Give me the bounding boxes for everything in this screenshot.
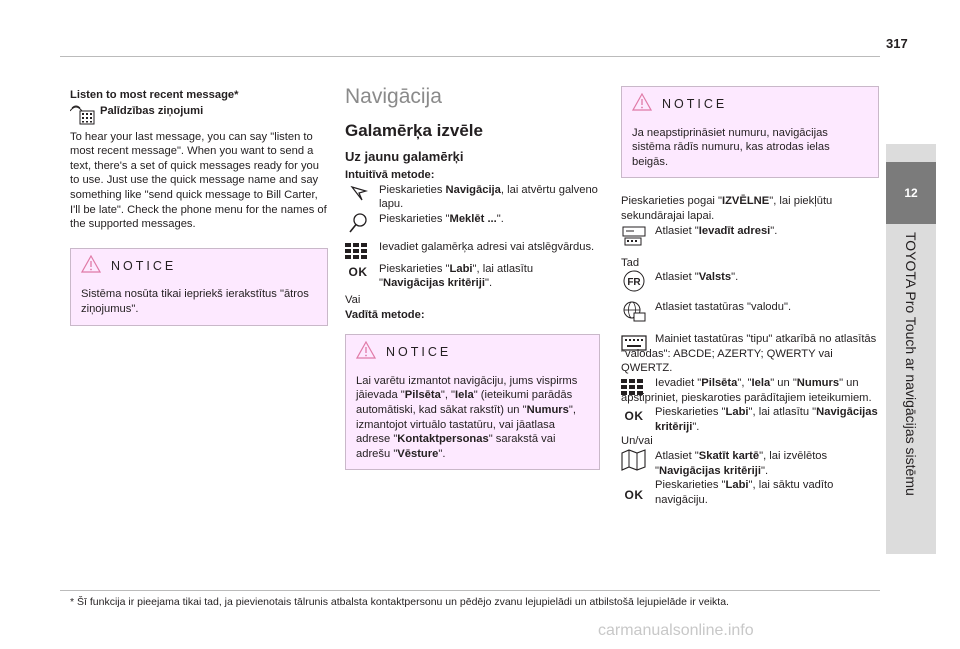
notice-title: NOTICE (386, 345, 452, 360)
notice-box (345, 334, 600, 470)
notice-box (621, 86, 879, 178)
ok-icon: OK (624, 408, 644, 423)
step-select-country: Atlasiet "Valsts". (655, 271, 739, 284)
ok-icon: OK (624, 487, 644, 502)
notice-title: NOTICE (111, 258, 177, 273)
step-confirm-criteria: Pieskarieties "Labi", lai atlasītu "Navigācijas kritēriji". (655, 406, 878, 433)
column-middle (345, 84, 600, 470)
chapter-title: TOYOTA Pro Touch ar navigācijas sistēmu (903, 232, 919, 496)
warning-icon (81, 255, 101, 278)
or-text: Vai (345, 293, 361, 306)
and-or-text: Un/vai (621, 435, 653, 448)
keyboard-grid-icon (345, 240, 371, 262)
watermark: carmanualsonline.info (598, 622, 754, 639)
country-fr-icon (621, 270, 647, 292)
heading-help-messages: Palīdzības ziņojumi (100, 104, 204, 117)
navigation-arrow-icon (345, 183, 371, 205)
address-entry-icon (621, 224, 647, 246)
step-keyboard-language: Atlasiet tastatūras "valodu". (655, 301, 792, 314)
page-number: 317 (886, 36, 908, 51)
listen-message-body: To hear your last message, you can say "listen to most recent message". When you want to send a text, there's a set of quick messages ready for you to use. Just use the quick message name and say something like "send quick message to Bill Carter, I'll be late". Check the phone menu for the names of the supported messages. (70, 130, 327, 231)
section-title-navigation: Navigācija (345, 85, 442, 108)
voice-keypad-icon (70, 104, 96, 126)
step-search: Pieskarieties "Meklēt ...". (379, 212, 504, 225)
step-enter-city-street-text: Ievadiet "Pilsēta", "Iela" un "Numurs" un apstipriniet, pieskaroties parādītajiem ieteikumiem. (621, 376, 872, 404)
column-left (70, 88, 328, 326)
svg-text:FR: FR (627, 277, 641, 289)
notice-title: NOTICE (662, 97, 728, 111)
footnote: * Šī funkcija ir pieejama tikai tad, ja pievienotais tālrunis atbalsta kontaktpersonu un pēdējo zvanu lejupielādi un atbilstošā lejupielāde ir veikta. (70, 596, 729, 608)
step-start-guidance: Pieskarieties "Labi", lai sāktu vadīto navigāciju. (655, 479, 834, 506)
subsection-new-destination: Uz jaunu galamērķi (345, 149, 464, 164)
search-icon (345, 212, 371, 234)
step-open-navigation: Pieskarieties Navigācija, lai atvērtu galveno lapu. (379, 183, 598, 211)
notice-text: Ja neapstiprināsiet numuru, navigācijas sistēma rādīs numuru, kas atrodas ielas beigās. (632, 126, 830, 168)
step-keyboard-type-text: Mainiet tastatūras "tipu" atkarībā no atlasītās "valodas": ABCDE; AZERTY; QWERTY vai QWERTZ. (621, 333, 877, 375)
step-confirm-criteria: Pieskarieties "Labi", lai atlasītu "Navigācijas kritēriji". (379, 262, 534, 290)
heading-listen-message: Listen to most recent message* (70, 89, 239, 101)
warning-icon (632, 93, 652, 116)
column-right (621, 86, 879, 507)
then-text: Tad (621, 256, 640, 269)
map-icon (621, 449, 647, 471)
step-view-map: Atlasiet "Skatīt kartē", lai izvēlētos "Navigācijas kritēriji". (655, 449, 828, 477)
top-divider (60, 56, 880, 57)
step-enter-address: Atlasiet "Ievadīt adresi". (655, 224, 778, 237)
step-enter-address: Ievadiet galamērķa adresi vai atslēgvārdus. (379, 240, 595, 253)
intuitive-method-label: Intuitīvā metode: (345, 169, 435, 181)
section-destination-choice: Galamērķa izvēle (345, 121, 483, 140)
keyboard-language-icon (621, 300, 647, 322)
warning-icon (356, 341, 376, 364)
notice-text: Sistēma nosūta tikai iepriekš ierakstītus "ātros ziņojumus". (81, 288, 309, 315)
direct-method-label: Vadītā metode: (345, 308, 425, 321)
notice-box (70, 248, 328, 326)
chapter-tab[interactable]: 12 (886, 162, 936, 224)
notice-text: Lai varētu izmantot navigāciju, jums vispirms jāievada "Pilsēta", "Iela" (ieteikumi parādās automātiski, kad sākat rakstīt) un "Numurs", izmantojot virtuālo tastatūru, vai jāatlasa adrese "Kontaktpersonas" sarakstā vai adrešu "Vēsture". (356, 374, 578, 460)
menu-intro: Pieskarieties pogai "IZVĒLNE", lai piekļūtu sekundārajai lapai. (621, 195, 833, 222)
chapter-sidebar (886, 144, 936, 554)
ok-icon: OK (348, 265, 368, 280)
footer-divider (60, 590, 880, 591)
